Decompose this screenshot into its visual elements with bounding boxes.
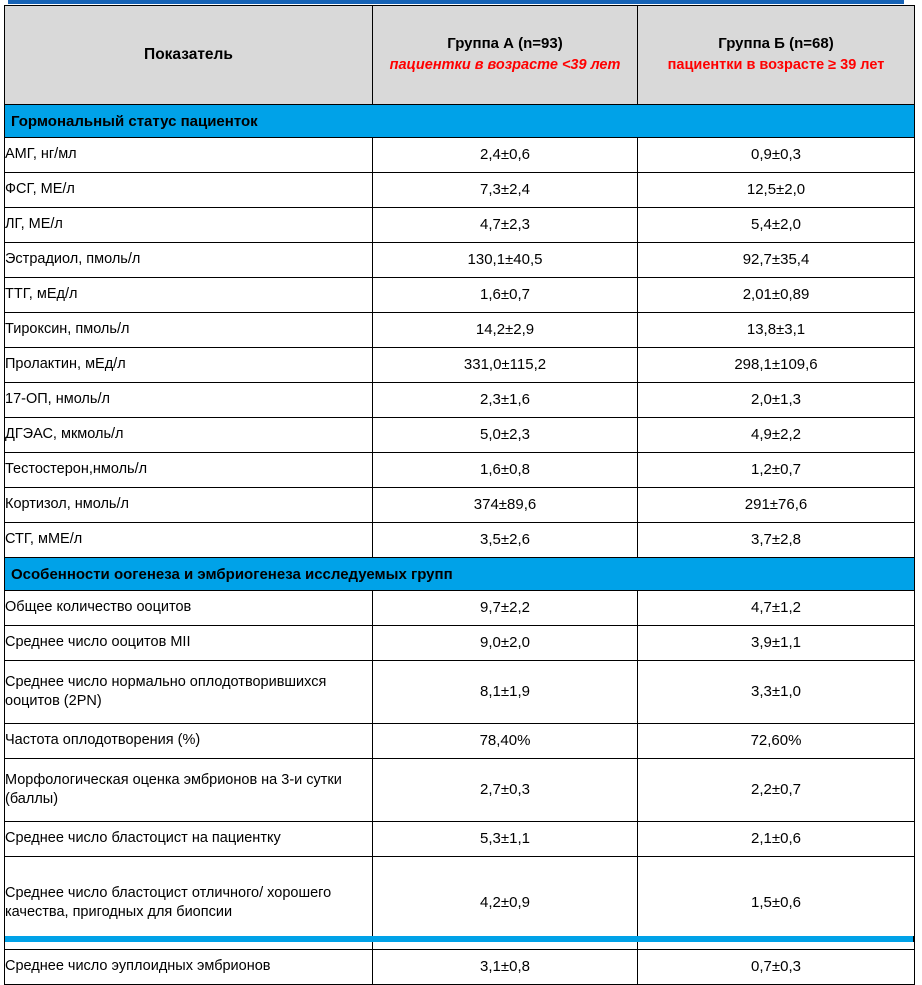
section-banner-cell — [5, 558, 915, 591]
cell-group-b-value: 2,0±1,3 — [638, 383, 915, 418]
cell-group-a-value: 4,7±2,3 — [373, 208, 638, 243]
cell-parameter: Среднее число бластоцист отличного/ хорошего качества, пригодных для биопсии — [5, 857, 373, 950]
cell-group-b-value: 12,5±2,0 — [638, 173, 915, 208]
table-row — [5, 383, 915, 418]
cell-parameter: АМГ, нг/мл — [5, 138, 373, 173]
section-banner-row — [5, 558, 915, 591]
cell-group-b-value: 3,3±1,0 — [638, 661, 915, 724]
table-row — [5, 138, 915, 173]
group-a-title: Группа А (n=93) — [447, 34, 563, 52]
cell-group-a-value: 2,3±1,6 — [373, 383, 638, 418]
table-row — [5, 759, 915, 822]
top-cropped-blue-strip — [8, 0, 904, 4]
table-row — [5, 278, 915, 313]
cell-group-a-value: 14,2±2,9 — [373, 313, 638, 348]
cell-parameter: 17-ОП, нмоль/л — [5, 383, 373, 418]
comparison-table-container — [4, 5, 914, 985]
table-row — [5, 313, 915, 348]
table-row — [5, 661, 915, 724]
group-a-subtitle: пациентки в возрасте <39 лет — [389, 57, 621, 74]
cell-parameter: Среднее число нормально оплодотворившихся ооцитов (2PN) — [5, 661, 373, 724]
cell-group-a-value: 9,7±2,2 — [373, 591, 638, 626]
cell-parameter: Тестостерон,нмоль/л — [5, 453, 373, 488]
cell-parameter: ДГЭАС, мкмоль/л — [5, 418, 373, 453]
cell-group-b-value: 291±76,6 — [638, 488, 915, 523]
section-banner-label: Особенности оогенеза и эмбриогенеза исследуемых групп — [11, 565, 453, 583]
cell-parameter: Общее количество ооцитов — [5, 591, 373, 626]
cell-group-b-value: 2,2±0,7 — [638, 759, 915, 822]
cell-parameter: Среднее число бластоцист на пациентку — [5, 822, 373, 857]
table-row — [5, 173, 915, 208]
cell-group-b-value: 0,7±0,3 — [638, 950, 915, 985]
header-parameter-label: Показатель — [144, 46, 233, 64]
cell-parameter: Частота оплодотворения (%) — [5, 724, 373, 759]
cell-group-a-value: 130,1±40,5 — [373, 243, 638, 278]
section-banner-label: Гормональный статус пациенток — [11, 112, 258, 130]
table-header-row — [5, 6, 915, 105]
header-cell-group-a — [373, 6, 638, 105]
table-row — [5, 453, 915, 488]
cell-group-a-value: 1,6±0,7 — [373, 278, 638, 313]
cell-parameter: ЛГ, МЕ/л — [5, 208, 373, 243]
table-row — [5, 418, 915, 453]
cell-group-a-value: 5,3±1,1 — [373, 822, 638, 857]
comparison-table — [4, 5, 915, 985]
cell-group-a-value: 3,5±2,6 — [373, 523, 638, 558]
cell-group-b-value: 1,2±0,7 — [638, 453, 915, 488]
cell-group-b-value: 298,1±109,6 — [638, 348, 915, 383]
cell-group-b-value: 0,9±0,3 — [638, 138, 915, 173]
table-row — [5, 488, 915, 523]
group-b-subtitle: пациентки в возрасте ≥ 39 лет — [667, 57, 885, 74]
group-b-title: Группа Б (n=68) — [718, 34, 834, 52]
section-banner-row — [5, 105, 915, 138]
cell-group-a-value: 374±89,6 — [373, 488, 638, 523]
cell-group-b-value: 3,9±1,1 — [638, 626, 915, 661]
table-row — [5, 348, 915, 383]
cell-parameter: Среднее число эуплоидных эмбрионов — [5, 950, 373, 985]
cell-parameter: Среднее число ооцитов MII — [5, 626, 373, 661]
cell-group-a-value: 1,6±0,8 — [373, 453, 638, 488]
cell-parameter: Эстрадиол, пмоль/л — [5, 243, 373, 278]
cell-group-a-value: 3,1±0,8 — [373, 950, 638, 985]
table-row — [5, 208, 915, 243]
cell-parameter: ФСГ, МЕ/л — [5, 173, 373, 208]
table-row — [5, 591, 915, 626]
table-row — [5, 626, 915, 661]
cell-group-b-value: 2,1±0,6 — [638, 822, 915, 857]
cell-group-b-value: 72,60% — [638, 724, 915, 759]
cell-group-b-value: 2,01±0,89 — [638, 278, 915, 313]
section-banner-cell — [5, 105, 915, 138]
table-row — [5, 822, 915, 857]
header-cell-group-b — [638, 6, 915, 105]
table-row — [5, 243, 915, 278]
cell-parameter: Пролактин, мЕд/л — [5, 348, 373, 383]
cell-group-b-value: 4,9±2,2 — [638, 418, 915, 453]
cell-group-a-value: 2,4±0,6 — [373, 138, 638, 173]
cell-group-a-value: 78,40% — [373, 724, 638, 759]
cell-parameter: ТТГ, мЕд/л — [5, 278, 373, 313]
cell-group-a-value: 2,7±0,3 — [373, 759, 638, 822]
cell-group-b-value: 1,5±0,6 — [638, 857, 915, 950]
cell-group-a-value: 4,2±0,9 — [373, 857, 638, 950]
cell-parameter: Кортизол, нмоль/л — [5, 488, 373, 523]
cell-group-b-value: 4,7±1,2 — [638, 591, 915, 626]
bottom-cropped-blue-strip — [4, 936, 914, 942]
cell-parameter: СТГ, мМЕ/л — [5, 523, 373, 558]
cell-parameter: Тироксин, пмоль/л — [5, 313, 373, 348]
table-row — [5, 950, 915, 985]
cell-group-a-value: 9,0±2,0 — [373, 626, 638, 661]
header-cell-parameter — [5, 6, 373, 105]
cell-group-a-value: 331,0±115,2 — [373, 348, 638, 383]
table-row — [5, 724, 915, 759]
cell-group-b-value: 92,7±35,4 — [638, 243, 915, 278]
cell-group-a-value: 7,3±2,4 — [373, 173, 638, 208]
cell-group-b-value: 5,4±2,0 — [638, 208, 915, 243]
cell-parameter: Морфологическая оценка эмбрионов на 3-и сутки (баллы) — [5, 759, 373, 822]
table-row — [5, 523, 915, 558]
cell-group-b-value: 3,7±2,8 — [638, 523, 915, 558]
cell-group-b-value: 13,8±3,1 — [638, 313, 915, 348]
cell-group-a-value: 8,1±1,9 — [373, 661, 638, 724]
cell-group-a-value: 5,0±2,3 — [373, 418, 638, 453]
